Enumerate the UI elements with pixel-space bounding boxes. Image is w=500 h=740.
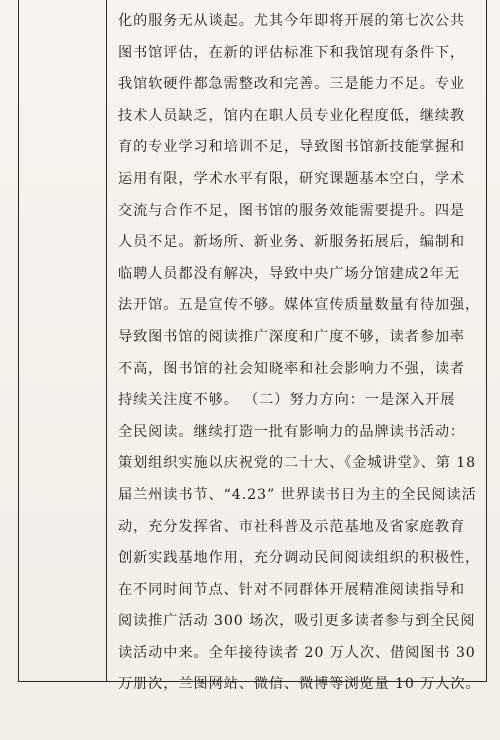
table-border-right xyxy=(486,0,487,682)
text-line: 持续关注度不够。 （二）努力方向：一是深入开展 xyxy=(118,392,456,409)
text-line: 运用有限，学术水平有限，研究课题基本空白，学术 xyxy=(118,170,466,187)
text-line: 在不同时间节点、针对不同群体开展精准阅读指导和 xyxy=(118,581,466,598)
text-line: 化的服务无从谈起。尤其今年即将开展的第七次公共 xyxy=(118,13,466,29)
text-line: 育的专业学习和培训不足，导致图书馆新技能掌握和 xyxy=(118,139,466,156)
text-line: 图书馆评估，在新的评估标准下和我馆现有条件下， xyxy=(118,44,466,61)
text-line: 交流与合作不足，图书馆的服务效能需要提升。四是 xyxy=(118,202,466,219)
text-line: 万册次，兰图网站、微信、微博等浏览量 10 万人次。 xyxy=(118,676,481,693)
text-line: 阅读推广活动 300 场次，吸引更多读者参与到全民阅 xyxy=(118,613,476,630)
text-line: 全民阅读。继续打造一批有影响力的品牌读书活动： xyxy=(118,423,466,440)
text-line: 我馆软硬件都急需整改和完善。三是能力不足。专业 xyxy=(118,76,466,93)
text-line: 导致图书馆的阅读推广深度和广度不够，读者参加率 xyxy=(118,328,466,345)
table-column-divider xyxy=(106,0,107,682)
text-line: 届兰州读书节、“4.23” 世界读书日为主的全民阅读活 xyxy=(118,486,477,503)
text-line: 人员不足。新场所、新业务、新服务拓展后，编制和 xyxy=(118,234,466,251)
text-line: 动，充分发挥省、市社科普及示范基地及省家庭教育 xyxy=(118,518,466,535)
text-line: 法开馆。五是宣传不够。媒体宣传质量数量有待加强， xyxy=(118,297,481,314)
table-border-left xyxy=(18,0,19,682)
text-cell xyxy=(118,6,480,701)
text-line: 创新实践基地作用，充分调动民间阅读组织的积极性， xyxy=(118,550,481,567)
text-line: 不高，图书馆的社会知晓率和社会影响力不强，读者 xyxy=(118,360,466,377)
text-line: 读活动中来。全年接待读者 20 万人次、借阅图书 30 xyxy=(118,644,476,661)
text-line: 临聘人员都没有解决，导致中央广场分馆建成2年无 xyxy=(118,265,460,282)
text-line: 策划组织实施以庆祝党的二十大、《金城讲堂》、第 18 xyxy=(118,455,477,472)
text-line: 技术人员缺乏，馆内在职人员专业化程度低，继续教 xyxy=(118,107,466,124)
